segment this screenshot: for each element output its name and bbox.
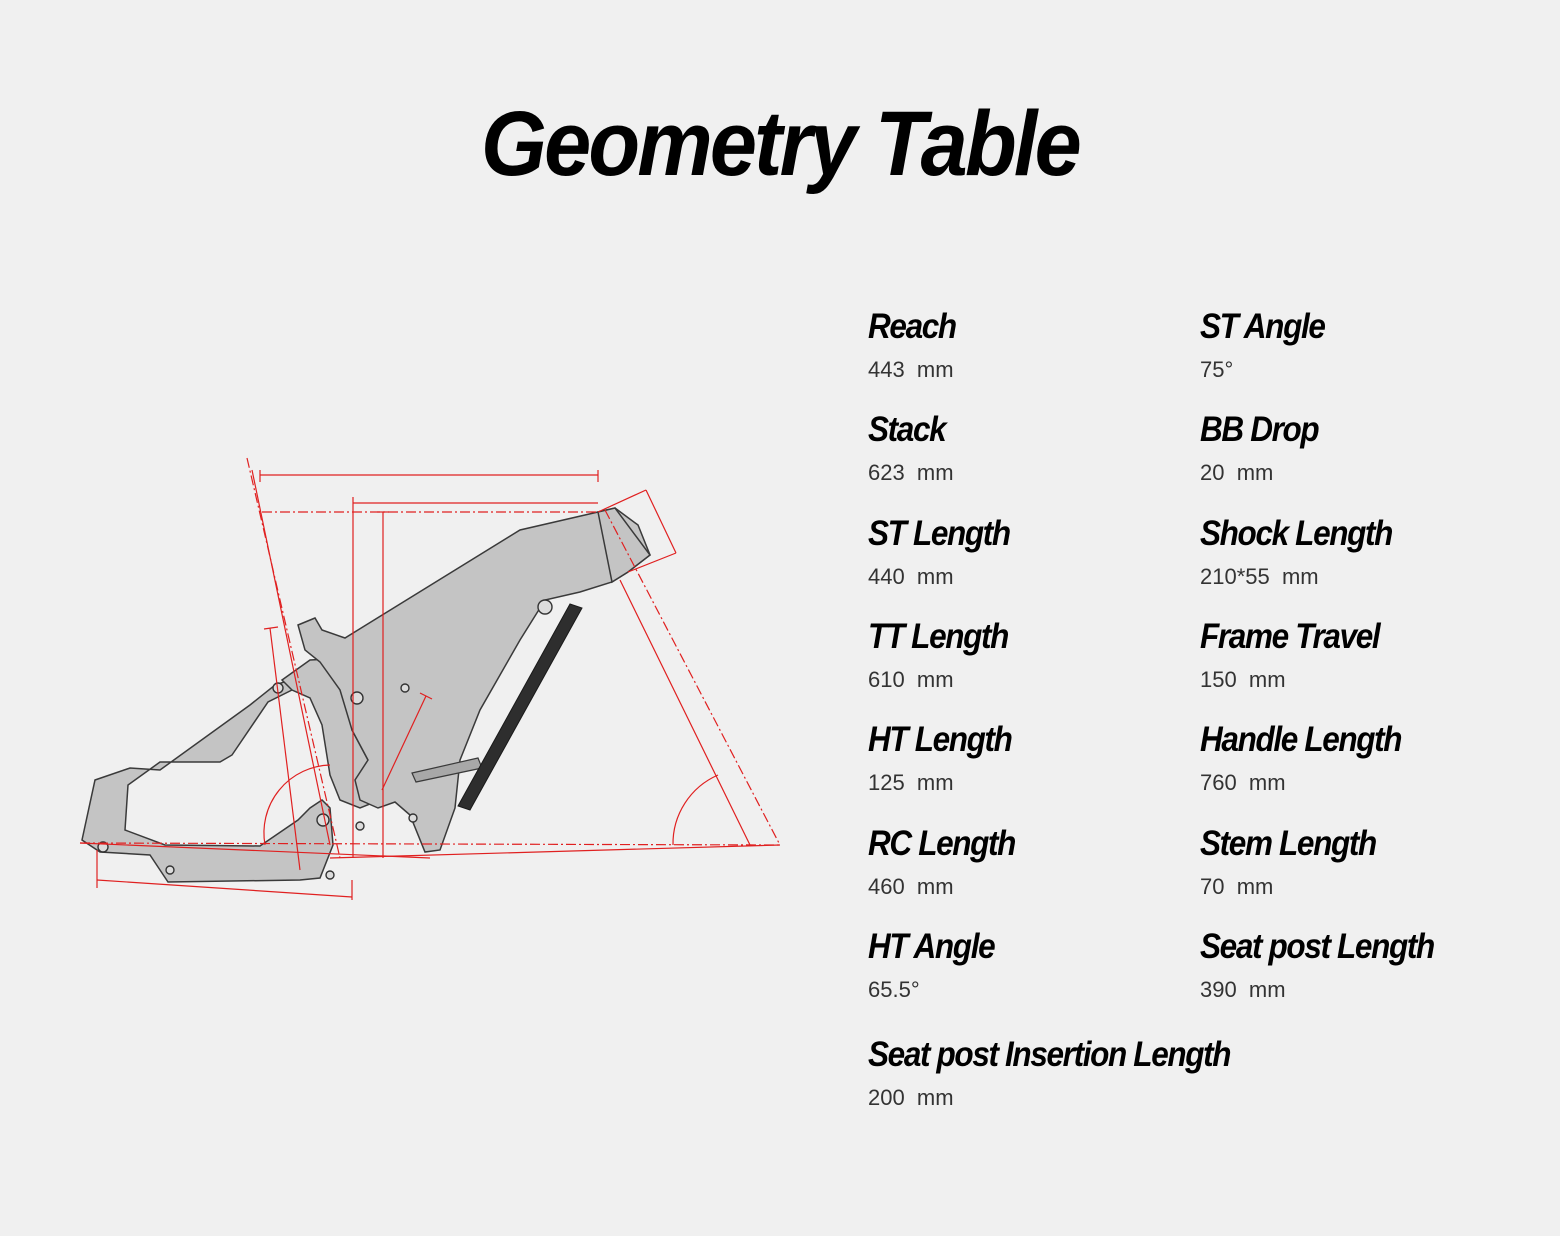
spec-stack — [868, 408, 1198, 488]
spec-label: Stack — [868, 410, 946, 449]
spec-ht-length — [868, 718, 1198, 798]
spec-st-angle — [1200, 305, 1530, 385]
spec-value: 460 mm — [868, 874, 954, 899]
spec-label: Handle Length — [1200, 720, 1402, 759]
spec-label: ST Length — [868, 514, 1010, 553]
spec-tt-length — [868, 615, 1198, 695]
spec-label: RC Length — [868, 824, 1016, 863]
spec-shock-length — [1200, 512, 1530, 592]
spec-label: Reach — [868, 307, 956, 346]
spec-label: Stem Length — [1200, 824, 1376, 863]
spec-value: 75° — [1200, 357, 1234, 382]
spec-label: TT Length — [868, 617, 1009, 656]
spec-value: 443 mm — [868, 357, 954, 382]
spec-reach — [868, 305, 1198, 385]
spec-handle-length — [1200, 718, 1530, 798]
spec-label: HT Length — [868, 720, 1012, 759]
spec-label: Seat post Length — [1200, 927, 1434, 966]
page-title: Geometry Table — [481, 93, 1079, 195]
spec-rc-length — [868, 822, 1198, 902]
frame-geometry-diagram — [70, 450, 800, 920]
spec-value: 210*55 mm — [1200, 564, 1319, 589]
spec-label: ST Angle — [1200, 307, 1325, 346]
spec-value: 610 mm — [868, 667, 954, 692]
spec-seat-post-insertion-length — [868, 1033, 1428, 1113]
spec-value: 70 mm — [1200, 874, 1274, 899]
spec-frame-travel — [1200, 615, 1530, 695]
spec-value: 390 mm — [1200, 977, 1286, 1002]
spec-ht-angle — [868, 925, 1198, 1005]
spec-st-length — [868, 512, 1198, 592]
spec-value: 760 mm — [1200, 770, 1286, 795]
spec-bb-drop — [1200, 408, 1530, 488]
spec-value: 150 mm — [1200, 667, 1286, 692]
spec-value: 440 mm — [868, 564, 954, 589]
spec-value: 125 mm — [868, 770, 954, 795]
spec-value: 200 mm — [868, 1085, 954, 1110]
spec-label: Shock Length — [1200, 514, 1393, 553]
spec-value: 623 mm — [868, 460, 954, 485]
spec-label: BB Drop — [1200, 410, 1319, 449]
spec-label: Frame Travel — [1200, 617, 1380, 656]
spec-label: HT Angle — [868, 927, 995, 966]
spec-seat-post-length — [1200, 925, 1530, 1005]
spec-stem-length — [1200, 822, 1530, 902]
spec-value: 20 mm — [1200, 460, 1274, 485]
spec-value: 65.5° — [868, 977, 920, 1002]
spec-label: Seat post Insertion Length — [868, 1035, 1231, 1074]
